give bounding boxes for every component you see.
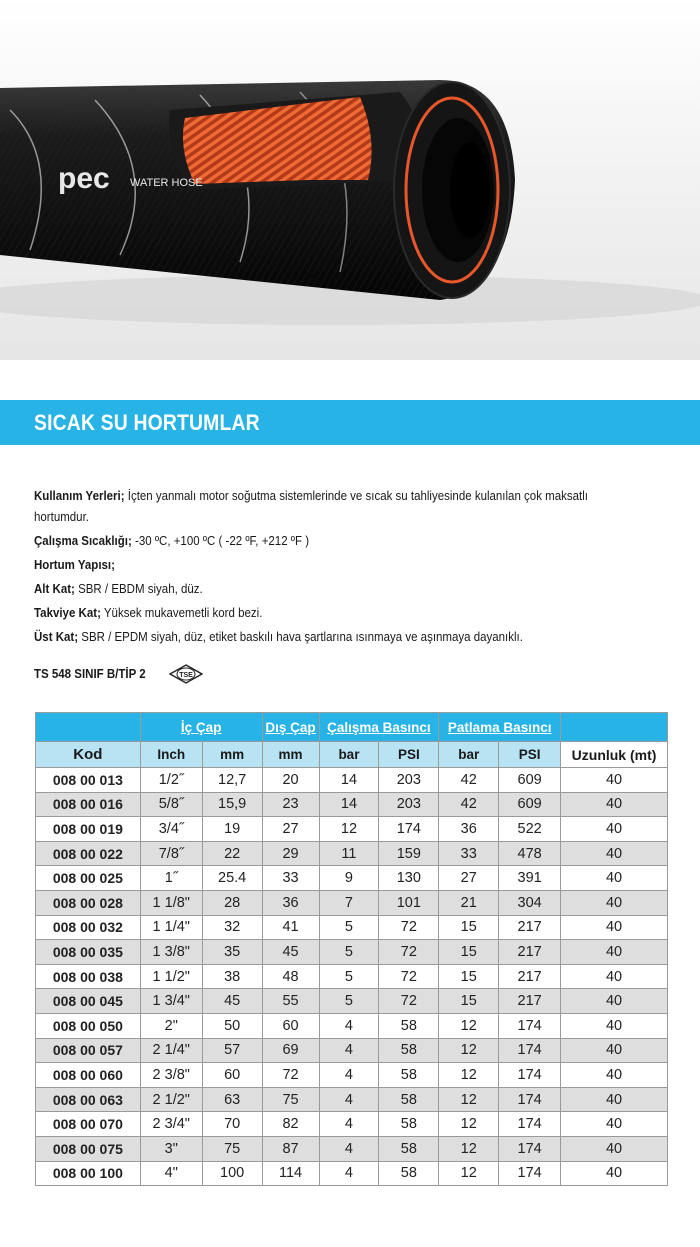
cell-code: 008 00 022	[36, 841, 141, 866]
page-title: SICAK SU HORTUMLAR	[34, 410, 260, 435]
hose-illustration	[0, 0, 700, 360]
table-row	[36, 964, 668, 989]
cell-burst-bar: 42	[439, 792, 499, 817]
cell-outer-mm: 60	[262, 1013, 319, 1038]
cell-burst-psi: 217	[499, 940, 561, 965]
table-row	[36, 1013, 668, 1038]
cell-burst-bar: 12	[439, 1013, 499, 1038]
inner-layer-line	[34, 579, 623, 600]
cell-length: 40	[561, 841, 668, 866]
cover-line	[34, 627, 623, 648]
cell-work-bar: 4	[319, 1063, 379, 1088]
cell-inner-mm: 19	[202, 817, 262, 842]
cell-code: 008 00 075	[36, 1136, 141, 1161]
cell-burst-psi: 217	[499, 989, 561, 1014]
cell-work-bar: 4	[319, 1136, 379, 1161]
cell-work-bar: 14	[319, 768, 379, 793]
cell-work-bar: 4	[319, 1112, 379, 1137]
cell-work-psi: 58	[379, 1038, 439, 1063]
cell-inch: 5/8˝	[140, 792, 202, 817]
cell-code: 008 00 070	[36, 1112, 141, 1137]
cell-work-bar: 14	[319, 792, 379, 817]
cell-inner-mm: 12,7	[202, 768, 262, 793]
cell-work-bar: 9	[319, 866, 379, 891]
product-image	[0, 0, 700, 360]
cell-inch: 1/2˝	[140, 768, 202, 793]
col-length: Uzunluk (mt)	[561, 742, 668, 768]
cell-inner-mm: 57	[202, 1038, 262, 1063]
cell-work-psi: 101	[379, 890, 439, 915]
cell-outer-mm: 69	[262, 1038, 319, 1063]
cell-work-bar: 4	[319, 1087, 379, 1112]
table-row	[36, 890, 668, 915]
col-inch: Inch	[140, 742, 202, 768]
cell-burst-bar: 27	[439, 866, 499, 891]
col-outer-mm: mm	[262, 742, 319, 768]
cell-length: 40	[561, 915, 668, 940]
cell-inner-mm: 32	[202, 915, 262, 940]
cell-work-psi: 72	[379, 940, 439, 965]
cell-code: 008 00 013	[36, 768, 141, 793]
cell-burst-bar: 12	[439, 1161, 499, 1186]
cell-work-bar: 5	[319, 915, 379, 940]
group-inner-diameter: İç Çap	[140, 713, 262, 742]
cell-burst-bar: 36	[439, 817, 499, 842]
cell-inner-mm: 15,9	[202, 792, 262, 817]
cell-inch: 1˝	[140, 866, 202, 891]
cell-outer-mm: 23	[262, 792, 319, 817]
cell-length: 40	[561, 768, 668, 793]
header-blank-right	[561, 713, 668, 742]
cell-length: 40	[561, 1087, 668, 1112]
temperature-text: -30 ºC, +100 ºC ( -22 ºF, +212 ºF )	[131, 534, 310, 548]
cell-burst-psi: 217	[499, 915, 561, 940]
group-burst-pressure: Patlama Basıncı	[439, 713, 561, 742]
cell-burst-psi: 609	[499, 768, 561, 793]
cell-inch: 1 3/8"	[140, 940, 202, 965]
cell-work-psi: 203	[379, 792, 439, 817]
cell-burst-psi: 174	[499, 1087, 561, 1112]
cell-burst-psi: 174	[499, 1013, 561, 1038]
table-row	[36, 1112, 668, 1137]
col-kod: Kod	[36, 742, 141, 768]
cell-inch: 3"	[140, 1136, 202, 1161]
cell-work-bar: 5	[319, 964, 379, 989]
col-work-psi: PSI	[379, 742, 439, 768]
cell-work-psi: 203	[379, 768, 439, 793]
cell-outer-mm: 55	[262, 989, 319, 1014]
cell-inch: 7/8˝	[140, 841, 202, 866]
cell-inner-mm: 75	[202, 1136, 262, 1161]
specification-table	[35, 712, 668, 1186]
cell-code: 008 00 063	[36, 1087, 141, 1112]
cell-length: 40	[561, 890, 668, 915]
col-work-bar: bar	[319, 742, 379, 768]
cover-label: Üst Kat;	[34, 630, 79, 644]
temperature-line	[34, 531, 623, 552]
cell-outer-mm: 82	[262, 1112, 319, 1137]
table-row	[36, 989, 668, 1014]
cell-burst-psi: 174	[499, 1112, 561, 1137]
cell-inner-mm: 63	[202, 1087, 262, 1112]
cell-code: 008 00 038	[36, 964, 141, 989]
cell-work-psi: 174	[379, 817, 439, 842]
group-working-pressure: Çalışma Basıncı	[319, 713, 439, 742]
tse-logo-icon	[169, 664, 203, 684]
cell-inner-mm: 22	[202, 841, 262, 866]
cell-inner-mm: 25.4	[202, 866, 262, 891]
table-row	[36, 915, 668, 940]
cell-inch: 1 1/4"	[140, 915, 202, 940]
cell-code: 008 00 060	[36, 1063, 141, 1088]
cell-code: 008 00 025	[36, 866, 141, 891]
table-row	[36, 768, 668, 793]
cell-inner-mm: 28	[202, 890, 262, 915]
cell-burst-psi: 304	[499, 890, 561, 915]
cell-work-bar: 5	[319, 989, 379, 1014]
subheader-row	[36, 742, 668, 768]
cell-burst-bar: 12	[439, 1087, 499, 1112]
group-outer-diameter: Dış Çap	[262, 713, 319, 742]
cell-burst-bar: 42	[439, 768, 499, 793]
cell-outer-mm: 72	[262, 1063, 319, 1088]
cell-work-bar: 12	[319, 817, 379, 842]
cell-work-bar: 7	[319, 890, 379, 915]
cell-burst-bar: 15	[439, 989, 499, 1014]
col-burst-psi: PSI	[499, 742, 561, 768]
cell-work-psi: 72	[379, 964, 439, 989]
cell-code: 008 00 100	[36, 1161, 141, 1186]
standard-line	[34, 664, 203, 684]
table-row	[36, 1136, 668, 1161]
cell-inner-mm: 50	[202, 1013, 262, 1038]
cell-burst-psi: 609	[499, 792, 561, 817]
cell-burst-bar: 15	[439, 915, 499, 940]
cell-inch: 1 3/4"	[140, 989, 202, 1014]
cell-length: 40	[561, 940, 668, 965]
cell-code: 008 00 028	[36, 890, 141, 915]
cell-length: 40	[561, 1063, 668, 1088]
cell-length: 40	[561, 1136, 668, 1161]
cell-work-psi: 58	[379, 1063, 439, 1088]
cell-work-psi: 130	[379, 866, 439, 891]
cell-inch: 1 1/2"	[140, 964, 202, 989]
cell-burst-psi: 174	[499, 1161, 561, 1186]
cell-inch: 2 1/2"	[140, 1087, 202, 1112]
cell-outer-mm: 36	[262, 890, 319, 915]
table-row	[36, 841, 668, 866]
cell-work-psi: 72	[379, 915, 439, 940]
cell-length: 40	[561, 1038, 668, 1063]
cell-code: 008 00 057	[36, 1038, 141, 1063]
header-blank	[36, 713, 141, 742]
cell-work-psi: 58	[379, 1161, 439, 1186]
group-header-row	[36, 713, 668, 742]
inner-layer-text: SBR / EBDM siyah, düz.	[74, 582, 203, 596]
cell-length: 40	[561, 1161, 668, 1186]
cell-code: 008 00 019	[36, 817, 141, 842]
temperature-label: Çalışma Sıcaklığı;	[34, 534, 132, 548]
cell-burst-psi: 174	[499, 1038, 561, 1063]
cell-length: 40	[561, 1013, 668, 1038]
cell-work-bar: 5	[319, 940, 379, 965]
product-description	[34, 486, 674, 651]
cell-burst-psi: 391	[499, 866, 561, 891]
cell-burst-bar: 15	[439, 964, 499, 989]
product-label: WATER HOSE	[130, 177, 203, 189]
cell-work-bar: 4	[319, 1013, 379, 1038]
cell-outer-mm: 114	[262, 1161, 319, 1186]
cell-work-psi: 159	[379, 841, 439, 866]
cell-work-bar: 11	[319, 841, 379, 866]
cell-outer-mm: 87	[262, 1136, 319, 1161]
title-banner	[0, 400, 700, 445]
table-body	[36, 768, 668, 1186]
inner-layer-label: Alt Kat;	[34, 582, 75, 596]
cell-burst-psi: 174	[499, 1136, 561, 1161]
cell-work-psi: 58	[379, 1013, 439, 1038]
usage-line	[34, 486, 623, 528]
cell-burst-bar: 15	[439, 940, 499, 965]
cell-work-bar: 4	[319, 1161, 379, 1186]
structure-label: Hortum Yapısı;	[34, 558, 115, 572]
cell-inner-mm: 38	[202, 964, 262, 989]
cell-length: 40	[561, 964, 668, 989]
cell-code: 008 00 016	[36, 792, 141, 817]
cell-work-psi: 58	[379, 1087, 439, 1112]
table-row	[36, 1087, 668, 1112]
cell-work-psi: 72	[379, 989, 439, 1014]
cell-inch: 4"	[140, 1161, 202, 1186]
cell-length: 40	[561, 989, 668, 1014]
table-row	[36, 1161, 668, 1186]
cell-outer-mm: 75	[262, 1087, 319, 1112]
cell-inch: 2 1/4"	[140, 1038, 202, 1063]
cell-inch: 3/4˝	[140, 817, 202, 842]
cell-inch: 1 1/8"	[140, 890, 202, 915]
usage-label: Kullanım Yerleri;	[34, 489, 125, 503]
table-row	[36, 1063, 668, 1088]
brand-logo: pec	[58, 162, 110, 195]
table-row	[36, 866, 668, 891]
cell-outer-mm: 41	[262, 915, 319, 940]
cell-outer-mm: 33	[262, 866, 319, 891]
reinforcement-label: Takviye Kat;	[34, 606, 101, 620]
reinforcement-text: Yüksek mukavemetli kord bezi.	[100, 606, 263, 620]
cell-burst-psi: 174	[499, 1063, 561, 1088]
cell-length: 40	[561, 866, 668, 891]
cell-inner-mm: 35	[202, 940, 262, 965]
cell-code: 008 00 032	[36, 915, 141, 940]
usage-text: İçten yanmalı motor soğutma sistemlerinde ve sıcak su tahliyesinde kulanılan çok maksatlı hortumdur.	[34, 489, 588, 524]
cell-inner-mm: 60	[202, 1063, 262, 1088]
cell-work-bar: 4	[319, 1038, 379, 1063]
cell-inner-mm: 70	[202, 1112, 262, 1137]
reinforcement-line	[34, 603, 623, 624]
cell-length: 40	[561, 1112, 668, 1137]
cell-code: 008 00 035	[36, 940, 141, 965]
cell-outer-mm: 45	[262, 940, 319, 965]
cell-burst-bar: 12	[439, 1136, 499, 1161]
cell-inner-mm: 45	[202, 989, 262, 1014]
cell-inch: 2"	[140, 1013, 202, 1038]
cell-code: 008 00 045	[36, 989, 141, 1014]
cover-text: SBR / EPDM siyah, düz, etiket baskılı hava şartlarına ısınmaya ve aşınmaya dayanıklı.	[78, 630, 523, 644]
cell-burst-psi: 217	[499, 964, 561, 989]
standard-text: TS 548 SINIF B/TİP 2	[34, 667, 146, 681]
cell-burst-bar: 33	[439, 841, 499, 866]
cell-burst-bar: 21	[439, 890, 499, 915]
cell-outer-mm: 20	[262, 768, 319, 793]
cell-burst-bar: 12	[439, 1112, 499, 1137]
table-row	[36, 1038, 668, 1063]
cell-burst-bar: 12	[439, 1063, 499, 1088]
col-inner-mm: mm	[202, 742, 262, 768]
cell-code: 008 00 050	[36, 1013, 141, 1038]
cell-outer-mm: 48	[262, 964, 319, 989]
cell-inner-mm: 100	[202, 1161, 262, 1186]
cell-length: 40	[561, 792, 668, 817]
cell-work-psi: 58	[379, 1112, 439, 1137]
col-burst-bar: bar	[439, 742, 499, 768]
cell-work-psi: 58	[379, 1136, 439, 1161]
cell-outer-mm: 29	[262, 841, 319, 866]
cell-burst-psi: 478	[499, 841, 561, 866]
cell-length: 40	[561, 817, 668, 842]
cell-outer-mm: 27	[262, 817, 319, 842]
table-row	[36, 792, 668, 817]
structure-line	[34, 555, 623, 576]
cell-burst-psi: 522	[499, 817, 561, 842]
cell-inch: 2 3/4"	[140, 1112, 202, 1137]
table-row	[36, 940, 668, 965]
cell-burst-bar: 12	[439, 1038, 499, 1063]
cell-inch: 2 3/8"	[140, 1063, 202, 1088]
tse-logo-text: TSE	[179, 672, 194, 679]
table-row	[36, 817, 668, 842]
